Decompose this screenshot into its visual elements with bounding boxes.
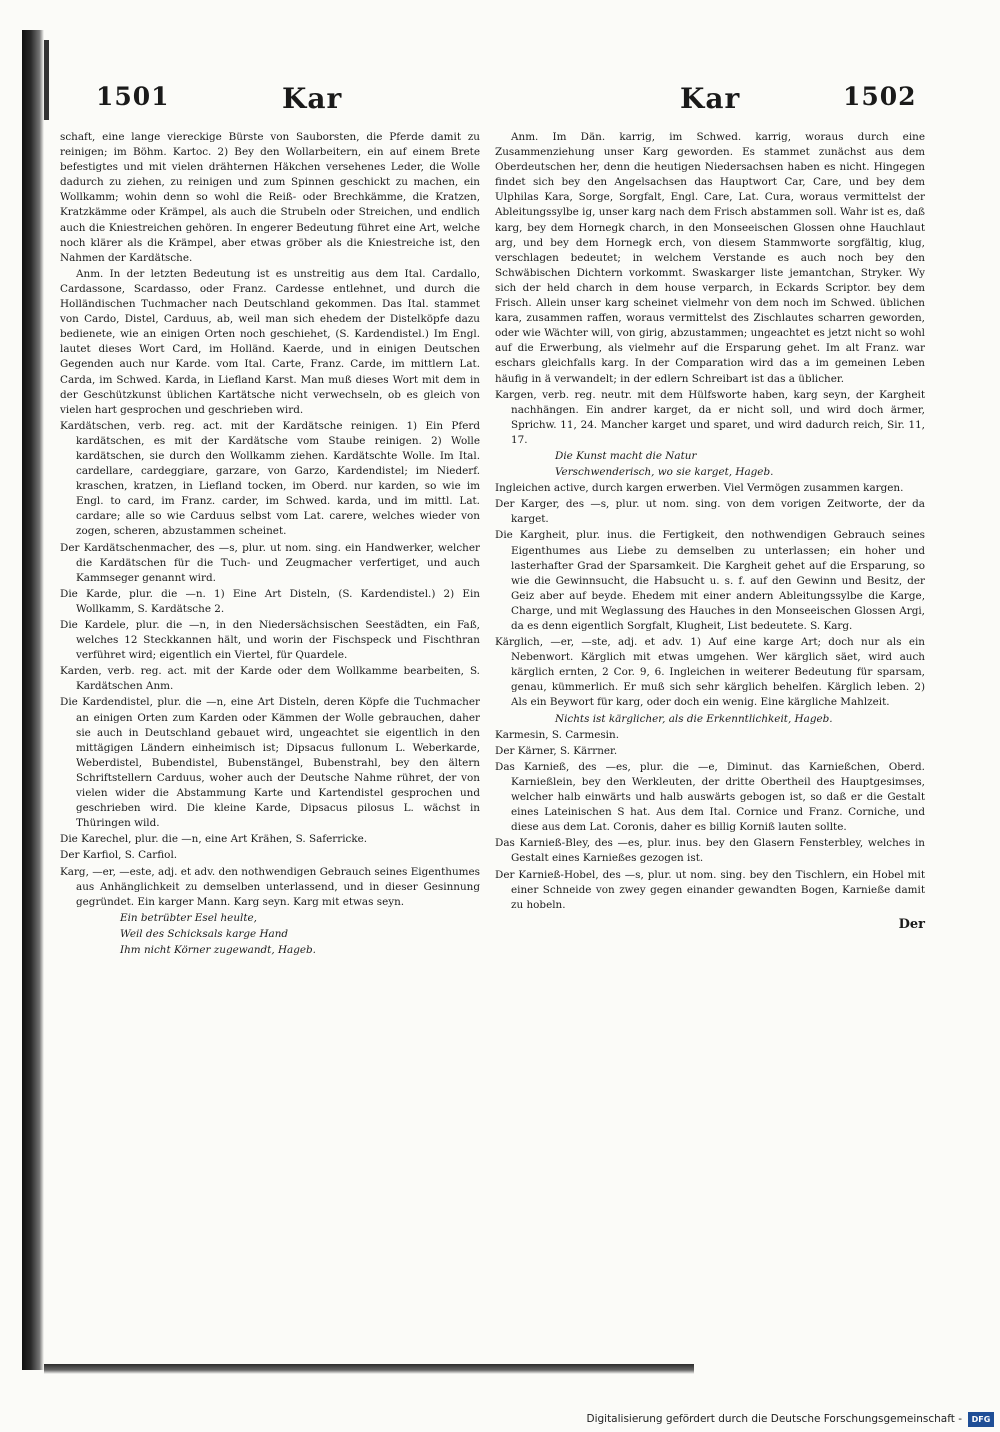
right-column: [495, 130, 925, 932]
entry: Der Karger, des —s, plur. ut nom. sing. von dem vorigen Zeitworte, der da karget.: [495, 498, 925, 526]
funding-footer: [586, 1412, 996, 1428]
footer-text: Digitalisierung gefördert durch die Deutsche Forschungsgemeinschaft -: [586, 1413, 962, 1425]
paragraph: schaft, eine lange viereckige Bürste von Sauborsten, die Pferde damit zu reinigen; im Böhm. Kartoc. 2) Bey den Wollarbeitern, ein auf einem Brete befestigtes und mit vielen drähternen Häkchen versehenes Leder, die Wolle dadurch zu ziehen, zu reinigen und zum Spinnen geschickt zu machen, ein Wollkamm; wohin denn so wohl die Reiß- oder Brechkämme, die Kratzen, Kratzkämme oder Krämpel, als auch die Strubeln oder Streichen, und endlich auch die Kniestreichen gehören. In engerer Bedeutung führet eine Art, welche noch klärer als die Krämpel, aber etwas gröber als die Kniestreiche ist, den Nahmen der Kardätsche.: [60, 131, 480, 264]
left-column: [60, 130, 480, 959]
running-head-right: Kar: [680, 82, 741, 115]
citation-line: Weil des Schicksals karge Hand: [120, 927, 289, 940]
page-number-left: 1501: [96, 82, 170, 111]
entry: Die Kardele, plur. die —n, in den Niedersächsischen Seestädten, ein Faß, welches 12 Steckkannen hält, und worin der Fischspeck und Fischthran verführet wird; eigentlich ein Viertel, für Quardele.: [60, 619, 480, 662]
entry: Der Karfiol, S. Carfiol.: [60, 849, 178, 862]
entry: Das Karnieß, des —es, plur. die —e, Diminut. das Karnießchen, Oberd. Karnießlein, bey den Werkleuten, der dritte Obertheil des Hauptgesimses, welcher halb einwärts und halb auswärts gebogen ist, so daß er die Gestalt eines Lateinischen S hat. Aus dem Ital. Cornice und Franz. Corniche, und diese aus dem Lat. Coronis, daher es billig Korniß lauten sollte.: [495, 760, 925, 834]
citation-line: Nichts ist kärglicher, als die Erkenntlichkeit, Hageb.: [555, 712, 833, 725]
entry: Die Karde, plur. die —n. 1) Eine Art Disteln, (S. Kardendistel.) 2) Ein Wollkamm, S. Kardätsche 2.: [60, 587, 480, 615]
catchword: Der: [898, 916, 925, 932]
entry: Die Kardendistel, plur. die —n, eine Art Disteln, deren Köpfe die Tuchmacher an einigen Orten zum Karden oder Kämmen der Wolle gebrauchen, daher sie auch in Deutschland gebauet wird, ungeachtet sie eigentlich in den mittägigen Ländern einheimisch ist; Dipsacus fullonum L. Weberkarde, Weberdistel, Bubendistel, Bubenstängel, Bubenstrahl, bey den ältern Schriftstellern Carduus, woher auch der Deutsche Nahme rühret, der von vielen wider die Abstammung Karte und Kartendistel gesprochen und geschrieben wird. Die kleine Karde, Dipsacus pilosus L. wächst in Thüringen wild.: [60, 696, 480, 830]
entry: Kardätschen, verb. reg. act. mit der Kardätsche reinigen. 1) Ein Pferd kardätschen, es mit der Kardätsche vom Staube reinigen. 2) Wolle kardätschen, sie durch den Wollkamm ziehen. Kardätschte Wolle. Im Ital. cardellare, cardeggiare, garzare, von Garzo, Kardendistel; im Niederf. kraschen, kratzen, in Liefland tocken, im Oberd. nur karden, so wie im Engl. to card, im Franz. carder, im Schwed. karda, und im mittl. Lat. cardare; alle so wie Carduus selbst vom Lat. carere, welches wieder von zogen, scheren, abzustammen scheinet.: [60, 419, 480, 538]
spine-edge: [44, 40, 49, 120]
paragraph: Anm. In der letzten Bedeutung ist es unstreitig aus dem Ital. Cardallo, Cardassone, Scardasso, oder Franz. Cardesse entlehnet, und durch die Holländischen Tuchmacher nach Deutschland gekommen. Das Ital. stammet von Cardo, Distel, Carduus, ab, weil man sich ehedem der Distelköpfe dazu bedienete, wie an einigen Orten noch geschiehet, (S. Kardendistel.) Im Engl. lautet dieses Wort Card, im Holländ. Kaerde, und in einigen Deutschen Gegenden auch nur Karde. vom Ital. Carte, Franz. Carde, im mittlern Lat. Carda, im Schwed. Karda, in Liefland Karst. Man muß dieses Wort mit dem in der Geschützkunst üblichen Kartätsche nicht verwechseln, ob es gleich von vielen hart gesprochen und geschrieben wird.: [60, 267, 480, 416]
entry: Der Karnieß-Hobel, des —s, plur. ut nom. sing. bey den Tischlern, ein Hobel mit einer Schneide von zwey gegen einander gewandten Bogen, Karnieße damit zu hobeln.: [495, 868, 925, 911]
bottom-edge-shadow: [44, 1364, 694, 1374]
entry: Kargen, verb. reg. neutr. mit dem Hülfsworte haben, karg seyn, der Kargheit nachhängen. Ein andrer karget, da er nicht soll, und wird doch ärmer, Sprichw. 11, 24. Mancher karget und sparet, und wird dadurch reich, Sir. 11, 17.: [495, 388, 925, 446]
citation-line: Ein betrübter Esel heulte,: [120, 911, 257, 924]
entry: Die Karechel, plur. die —n, eine Art Krähen, S. Saferricke.: [60, 833, 368, 846]
book-spine-shadow: [22, 30, 44, 1370]
entry: Der Kärner, S. Kärrner.: [495, 744, 618, 757]
paragraph: Anm. Im Dän. karrig, im Schwed. karrig, woraus durch eine Zusammenziehung unser Karg geworden. Es stammet zunächst aus dem Oberdeutschen her, denn die heutigen Niedersachsen haben es nicht. Hingegen findet sich bey den Angelsachsen das Hauptwort Car, Care, und bey dem Ulphilas Kara, Sorge, Sorgfalt, Engl. Care, Lat. Cura, woraus vermittelst der Ableitungssylbe ig, unser karg nach dem Frisch abstammen soll. Wahr ist es, daß karg, bey dem Hornegk charch, in den Monseeischen Glossen ohne Hauchlaut arg, und bey dem Hornegk erch, von diesem Stammworte sorgfältig, klug, verschlagen bedeutet; in welchem Verstande es auch noch bey den Schwäbischen Dichtern vorkommt. Swaskarger liste jemantchan, Stryker. Wy sich der held charch in dem house verparch, in Eckards Scriptor. bey dem Frisch. Allein unser karg scheinet vielmehr von dem noch im Schwed. üblichen kara, zusammen raffen, woraus vermittelst des Zischlautes scharren geworden, oder wie Wächter will, von girig, abzustammen; ungeachtet es jetzt nicht so wohl auf die Erwerbung, als vielmehr auf die Ersparung gehet. Im alt Franz. war eschars gleichfalls karg. In der Comparation wird das a im gemeinen Leben häufig in ä verwandelt; in der edlern Schreibart ist das a üblicher.: [495, 131, 925, 385]
citation-line: Ihm nicht Körner zugewandt, Hageb.: [120, 943, 316, 956]
dfg-logo: DFG: [968, 1412, 994, 1427]
entry: Karmesin, S. Carmesin.: [495, 728, 619, 741]
paragraph: Ingleichen active, durch kargen erwerben. Viel Vermögen zusammen kargen.: [495, 482, 904, 495]
running-head-left: Kar: [282, 82, 343, 115]
entry: Karg, —er, —este, adj. et adv. den nothwendigen Gebrauch seines Eigenthumes aus Anhänglichkeit zu demselben unterlassend, und in dieser Gesinnung gegründet. Ein karger Mann. Karg seyn. Karg mit etwas seyn.: [60, 865, 480, 908]
page-number-right: 1502: [843, 82, 917, 111]
entry: Karden, verb. reg. act. mit der Karde oder dem Wollkamme bearbeiten, S. Kardätschen Anm.: [60, 665, 480, 693]
entry: Die Kargheit, plur. inus. die Fertigkeit, den nothwendigen Gebrauch seines Eigenthumes aus Liebe zu demselben zu unterlassen; ein hoher und lasterhafter Grad der Sparsamkeit. Die Kargheit gehet auf die Ersparung, so wie die Gewinnsucht, die Habsucht u. s. f. auf den Gewinn und Besitz, der Geiz aber auf beyde. Ehedem mit einer andern Ableitungssylbe die Karge, Charge, und mit Weglassung des Hauches in den Monseeischen Glossen Argi, da es denn eigentlich Sorgfalt, Klugheit, List bedeutete. S. Karg.: [495, 529, 925, 632]
citation-line: Verschwenderisch, wo sie karget, Hageb.: [555, 466, 774, 479]
entry: Kärglich, —er, —ste, adj. et adv. 1) Auf eine karge Art; doch nur als ein Nebenwort. Kärglich mit etwas umgehen. Wer kärglich säet, wird auch kärglich ernten, 2 Cor. 9, 6. Ingleichen in weiterer Bedeutung für sparsam, genau, kümmerlich. Er muß sich sehr kärglich behelfen. Kärglich leben. 2) Als ein Beywort für karg, oder doch ein wenig. Eine kärgliche Mahlzeit.: [495, 636, 925, 709]
entry: Das Karnieß-Bley, des —es, plur. inus. bey den Glasern Fensterbley, welches in Gestalt eines Karnießes gezogen ist.: [495, 837, 925, 865]
citation-line: Die Kunst macht die Natur: [555, 449, 697, 462]
entry: Der Kardätschenmacher, des —s, plur. ut nom. sing. ein Handwerker, welcher die Kardätschen für die Tuch- und Zeugmacher verfertiget, und auch Kammseger genannt wird.: [60, 541, 480, 584]
